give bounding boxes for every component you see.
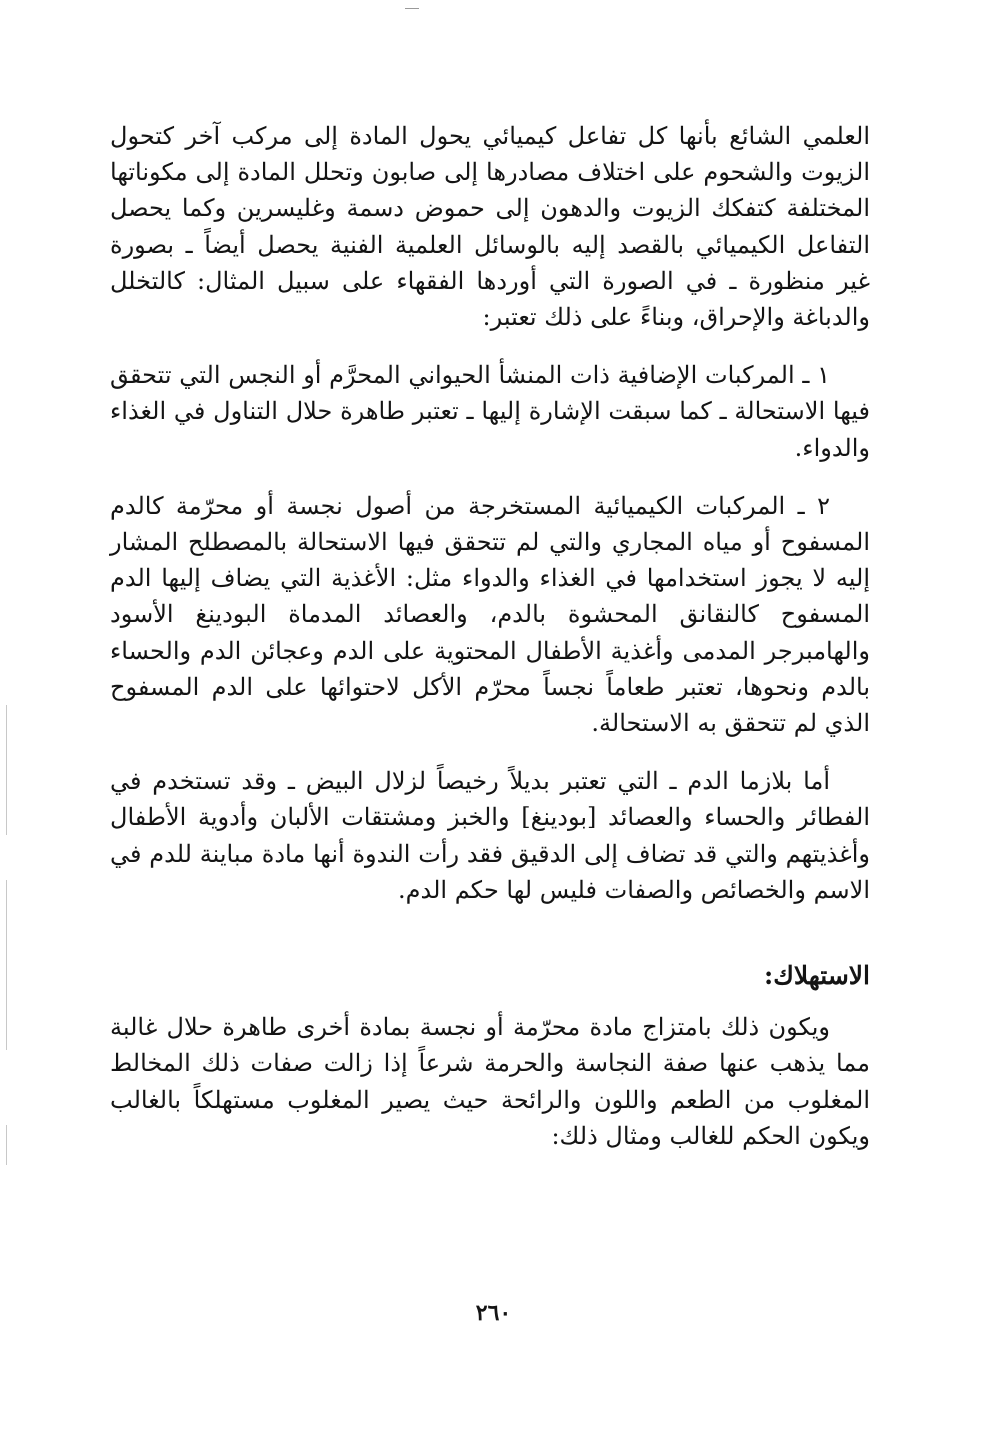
page-body bbox=[110, 118, 870, 1154]
paragraph: ويكون ذلك بامتزاج مادة محرّمة أو نجسة بمادة أخرى طاهرة حلال غالبة مما يذهب عنها صفة النجاسة والحرمة شرعاً إذا زالت صفات ذلك المخالط المغلوب من الطعم واللون والرائحة حيث يصير المغلوب مستهلكاً بالغالب ويكون الحكم للغالب ومثال ذلك: bbox=[110, 1013, 870, 1150]
section-heading: الاستهلاك: bbox=[764, 961, 870, 991]
paragraph: ٢ ـ المركبات الكيميائية المستخرجة من أصول نجسة أو محرّمة كالدم المسفوح أو مياه المجاري والتي لم تتحقق فيها الاستحالة بالمصطلح المشار إليه لا يجوز استخدامها في الغذاء والدواء مثل: الأغذية التي يضاف إليها الدم المسفوح كالنقانق المحشوة بالدم، والعصائد المدماة البودينغ الأسود والهامبرجر المدمى وأغذية الأطفال المحتوية على الدم وعجائن الدم والحساء بالدم ونحوها، تعتبر طعاماً نجساً محرّم الأكل لاحتوائها على الدم المسفوح الذي لم تتحقق به الاستحالة. bbox=[110, 491, 870, 738]
paragraph: العلمي الشائع بأنها كل تفاعل كيميائي يحول المادة إلى مركب آخر كتحول الزيوت والشحوم على اختلاف مصادرها إلى صابون وتحلل المادة إلى مكوناتها المختلفة كتفكك الزيوت والدهون إلى حموض دسمة وغليسرين وكما يحصل التفاعل الكيميائي بالقصد إليه بالوسائل العلمية الفنية يحصل أيضاً ـ بصورة غير منظورة ـ في الصورة التي أوردها الفقهاء على سبيل المثال: كالتخلل والدباغة والإحراق، وبناءً على ذلك تعتبر: bbox=[110, 122, 871, 332]
left-edge-scan-mark bbox=[6, 705, 7, 835]
paragraph: أما بلازما الدم ـ التي تعتبر بديلاً رخيصاً لزلال البيض ـ وقد تستخدم في الفطائر والحساء والعصائد [بودينغ] والخبز ومشتقات الألبان وأدوية الأطفال وأغذيتهم والتي قد تضاف إلى الدقيق فقد رأت الندوة أنها مادة مباينة للدم في الاسم والخصائص والصفات فليس لها حكم الدم. bbox=[110, 767, 870, 904]
page-number: ٢٦٠ bbox=[475, 1300, 512, 1326]
left-edge-scan-mark bbox=[6, 1125, 7, 1165]
left-edge-scan-mark bbox=[6, 880, 7, 1050]
paragraph: ١ ـ المركبات الإضافية ذات المنشأ الحيواني المحرَّم أو النجس التي تتحقق فيها الاستحالة ـ كما سبقت الإشارة إليها ـ تعتبر طاهرة حلال التناول في الغذاء والدواء. bbox=[110, 361, 870, 462]
top-scan-mark bbox=[405, 8, 419, 9]
